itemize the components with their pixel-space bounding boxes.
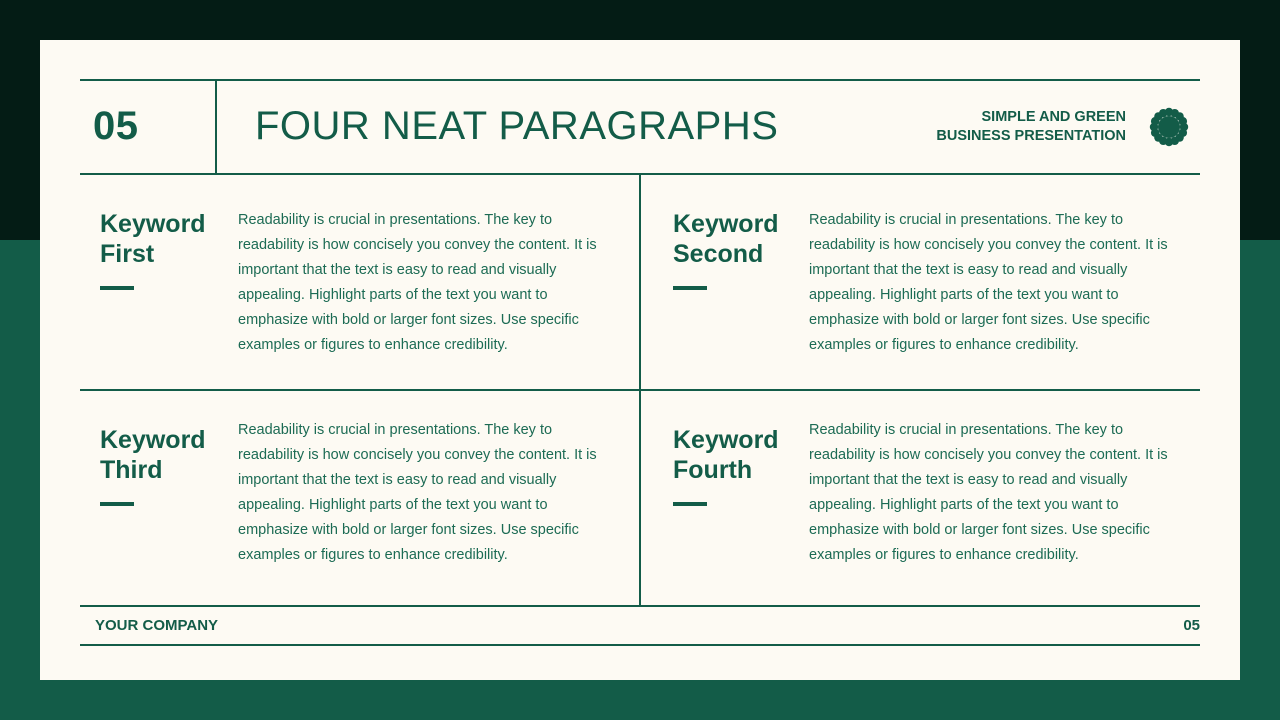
keyword-second <box>673 209 813 269</box>
keyword-line: Second <box>673 240 764 268</box>
keyword-underline <box>673 286 707 290</box>
header-divider <box>215 80 217 174</box>
keyword-line: Keyword <box>673 210 779 238</box>
brand-line-1: SIMPLE AND GREEN <box>981 109 1126 125</box>
keyword-first <box>100 209 240 269</box>
grid-center-divider <box>639 174 641 606</box>
keyword-fourth <box>673 425 813 485</box>
page-title: FOUR NEAT PARAGRAPHS <box>255 104 779 148</box>
keyword-line: First <box>100 240 155 268</box>
footer-bottom-rule <box>80 644 1200 646</box>
flower-petal <box>1179 117 1187 125</box>
paragraph-second: Readability is crucial in presentations. The key to readability is how concisely you convey the content. It is important that the text is easy to read and visually appealing. Highlight parts of the text you want to emphasize with bold or larger font sizes. Use specific examples or figures to enhance credibility. <box>809 212 1168 353</box>
keyword-line: Fourth <box>673 456 753 484</box>
flower-icon <box>1148 106 1190 148</box>
keyword-line: Keyword <box>100 210 206 238</box>
keyword-underline <box>100 286 134 290</box>
keyword-third <box>100 425 240 485</box>
slide-number: 05 <box>93 104 139 148</box>
keyword-underline <box>100 502 134 506</box>
paragraph-fourth: Readability is crucial in presentations. The key to readability is how concisely you convey the content. It is important that the text is easy to read and visually appealing. Highlight parts of the text you want to emphasize with bold or larger font sizes. Use specific examples or figures to enhance credibility. <box>809 422 1168 563</box>
brand-line-2: BUSINESS PRESENTATION <box>936 128 1126 144</box>
slide <box>40 40 1240 680</box>
brand-label <box>936 108 1126 146</box>
keyword-line: Keyword <box>673 426 779 454</box>
keyword-underline <box>673 502 707 506</box>
footer-page-number: 05 <box>1183 617 1200 634</box>
header-top-rule <box>80 79 1200 81</box>
keyword-line: Third <box>100 456 163 484</box>
keyword-line: Keyword <box>100 426 206 454</box>
paragraph-first: Readability is crucial in presentations. The key to readability is how concisely you convey the content. It is important that the text is easy to read and visually appealing. Highlight parts of the text you want to emphasize with bold or larger font sizes. Use specific examples or figures to enhance credibility. <box>238 212 597 353</box>
paragraph-third: Readability is crucial in presentations. The key to readability is how concisely you convey the content. It is important that the text is easy to read and visually appealing. Highlight parts of the text you want to emphasize with bold or larger font sizes. Use specific examples or figures to enhance credibility. <box>238 422 597 563</box>
footer-company: YOUR COMPANY <box>95 617 219 634</box>
